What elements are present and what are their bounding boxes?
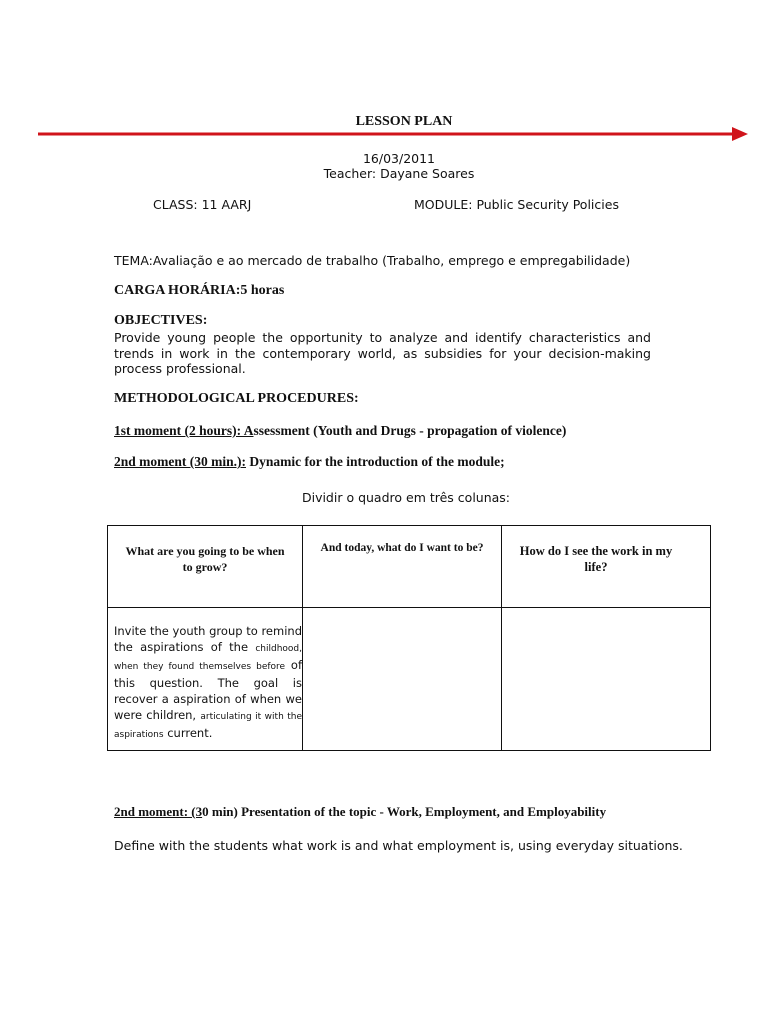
moment-1-text: ssessment (Youth and Drugs - propagation of violence) bbox=[253, 423, 567, 438]
table-header-col1: What are you going to be when to grow? bbox=[108, 526, 303, 608]
module-label: MODULE: Public Security Policies bbox=[414, 197, 619, 212]
moment-1 bbox=[114, 423, 566, 439]
moment-3 bbox=[114, 804, 606, 820]
table-header-col3: How do I see the work in my life? bbox=[502, 526, 711, 608]
cell-text-3: of this question. The goal is recover a aspiration of when we were children, bbox=[114, 658, 303, 722]
date: 16/03/2011 bbox=[362, 151, 436, 166]
table-cell-col3 bbox=[502, 608, 711, 751]
dividir-instruction: Dividir o quadro em três colunas: bbox=[301, 490, 511, 505]
define-instruction: Define with the students what work is and what employment is, using everyday situations. bbox=[114, 838, 683, 853]
moment-2-text: Dynamic for the introduction of the module; bbox=[246, 454, 505, 469]
three-column-table bbox=[107, 525, 711, 751]
moment-1-label: 1st moment (2 hours): A bbox=[114, 423, 254, 438]
table-header-col2: And today, what do I want to be? bbox=[303, 526, 502, 608]
moment-3-label: 2nd moment: (3 bbox=[114, 804, 203, 819]
cell-text-1: Invite the youth group to remind the aspirations of the bbox=[114, 624, 302, 654]
cell-text-2: childhood, when they found themselves before bbox=[114, 644, 302, 672]
cell-text-4: articulating it with the aspirations bbox=[114, 712, 303, 740]
carga-horaria: CARGA HORÁRIA:5 horas bbox=[114, 283, 285, 298]
teacher-name: Teacher: Dayane Soares bbox=[323, 166, 475, 181]
document-title: LESSON PLAN bbox=[355, 114, 453, 129]
table-cell-col1 bbox=[108, 608, 303, 751]
methodological-heading: METHODOLOGICAL PROCEDURES: bbox=[114, 391, 359, 406]
objectives-text: Provide young people the opportunity to analyze and identify characteristics and trends in work in the contemporary world, as subsidies for your decision-making process professional. bbox=[114, 330, 651, 376]
class-label: CLASS: 11 AARJ bbox=[153, 197, 252, 212]
cell-text-5: current. bbox=[167, 726, 213, 740]
moment-3-text: 0 min) Presentation of the topic - Work, Employment, and Employability bbox=[202, 804, 607, 819]
moment-2 bbox=[114, 454, 505, 470]
moment-2-label: 2nd moment (30 min.): bbox=[114, 454, 246, 469]
objectives-heading: OBJECTIVES: bbox=[114, 313, 208, 328]
tema-line: TEMA:Avaliação e ao mercado de trabalho (Trabalho, emprego e empregabilidade) bbox=[114, 253, 631, 268]
table-cell-col2 bbox=[303, 608, 502, 751]
